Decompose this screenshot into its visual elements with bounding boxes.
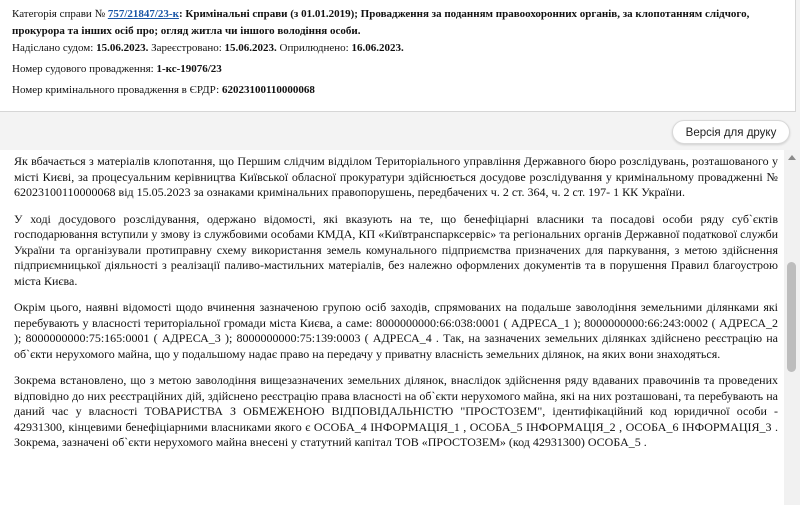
sent-label: Надіслано судом: bbox=[12, 42, 94, 54]
category-text: : Кримінальні справи (з 01.01.2019); Провадження за поданням правоохоронних органів, за клопотанням слідчого, прокурора та інших осіб про; огляд житла чи іншого володіння особи. bbox=[12, 8, 750, 37]
scroll-up-arrow-icon[interactable] bbox=[788, 155, 796, 160]
published-label: Оприлюднено: bbox=[279, 42, 349, 54]
erdr-number: 62023100110000068 bbox=[222, 84, 315, 96]
dates-line bbox=[12, 40, 785, 57]
proceeding-number: 1-кс-19076/23 bbox=[156, 63, 222, 75]
document-text bbox=[0, 150, 784, 451]
proceeding-line bbox=[12, 61, 785, 78]
erdr-line bbox=[12, 82, 785, 99]
registered-label: Зареєстровано: bbox=[151, 42, 222, 54]
case-info-panel bbox=[0, 0, 796, 112]
proceeding-label: Номер судового провадження: bbox=[12, 63, 154, 75]
vertical-scrollbar[interactable] bbox=[784, 150, 800, 505]
scrollbar-thumb[interactable] bbox=[787, 262, 796, 372]
document-toolbar bbox=[0, 112, 800, 150]
paragraph-1: Як вбачається з матеріалів клопотання, що Першим слідчим відділом Територіального управління Державного бюро розслідувань, розташованого у місті Києві, за процесуальним керівництва Київської обласної прокуратури здійснюється досудове розслідування у кримінальному провадженні № 62023100110000068 від 15.05.2023 за ознаками кримінальних правопорушень, передбачених ч. 2 ст. 364, ч. 2 ст. 197- 1 КК України. bbox=[14, 154, 778, 199]
sent-date: 15.06.2023. bbox=[96, 42, 149, 54]
case-category-line bbox=[12, 6, 785, 40]
document-content bbox=[0, 150, 784, 505]
paragraph-4: Зокрема встановлено, що з метою заволодіння вищезазначених земельних ділянок, внаслідок здійснення ряду вдаваних правочинів та проведених відповідно до них реєстраційних дій, здійснено реєстрацію права власності на об`єкти нерухомого майна, які на них розташовані, та перебувають на даний час у власності ТОВАРИСТВА З ОБМЕЖЕНОЮ ВІДПОВІДАЛЬНІСТЮ "ПРОСТОЗЕМ", ідентифікаційний код юридичної особи - 42931300, кінцевими бенефіціарними власниками якого є ОСОБА_4 ІНФОРМАЦІЯ_1 , ОСОБА_5 ІНФОРМАЦІЯ_2 , ОСОБА_6 ІНФОРМАЦІЯ_3 . Зокрема, зазначені об`єкти нерухомого майна внесені у статутний капітал ТОВ «ПРОСТОЗЕМ» (код 42931300) ОСОБА_5 . bbox=[14, 373, 778, 449]
paragraph-3: Окрім цього, наявні відомості щодо вчинення зазначеною групою осіб заходів, спрямованих на подальше заволодіння земельними ділянками які перебувають у власності територіальної громади міста Києва, а саме: 8000000000:66:038:0001 ( АДРЕСА_1 ); 8000000000:66:243:0002 ( АДРЕСА_2 ); 8000000000:75:165:0001 ( АДРЕСА_3 ); 8000000000:75:139:0003 ( АДРЕСА_4 . Так, на зазначених земельних ділянках здійснено реєстрацію на об`єкти нерухомого майна, що у подальшому надає право на передачу у приватну власність земельних ділянок, на яких вони знаходяться. bbox=[14, 300, 778, 361]
erdr-label: Номер кримінального провадження в ЄРДР: bbox=[12, 84, 220, 96]
published-date: 16.06.2023. bbox=[351, 42, 404, 54]
case-number-link[interactable]: 757/21847/23-к bbox=[107, 8, 179, 20]
registered-date: 15.06.2023. bbox=[224, 42, 277, 54]
print-version-button[interactable]: Версія для друку bbox=[672, 120, 790, 144]
category-label: Категорія справи № bbox=[12, 8, 106, 20]
paragraph-2: У ході досудового розслідування, одержано відомості, які вказують на те, що бенефіціарні власники та посадові особи ряду суб`єктів господарювання вступили у змову із службовими особами КМДА, КП «Київтранспарксервіс» та регіональних органів Державної податкової служби України та організували протиправну схему використання земель комунального підприємства призначених для паркування, з метою здійснення підприємницької діяльності з реалізації паливо-мастильних матеріалів, без належно оформлених документів та в порушення Правил благоустрою міста Києва. bbox=[14, 211, 778, 288]
